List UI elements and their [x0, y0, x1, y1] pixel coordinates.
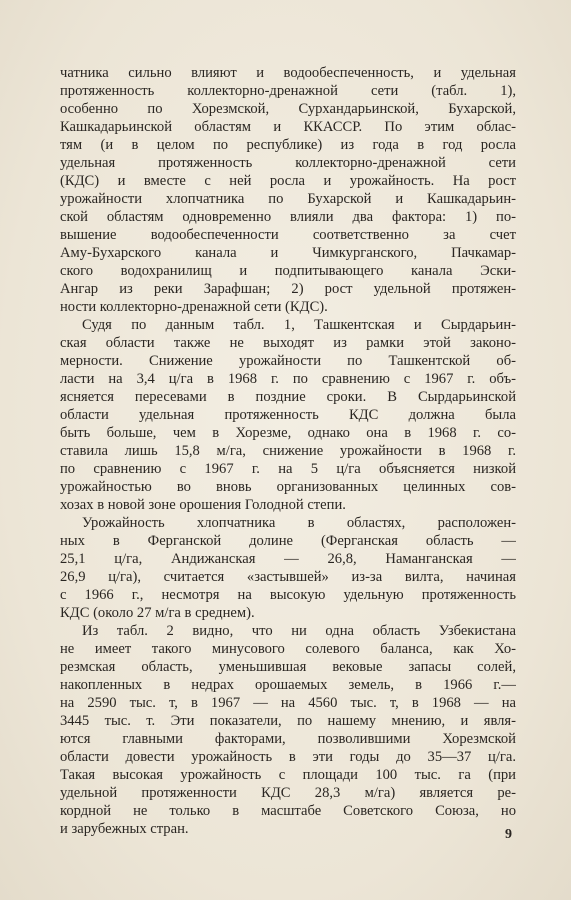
text-line: ставила лишь 15,8 м/га, снижение урожайности в 1968 г. — [60, 443, 516, 459]
text-line: ласти на 3,4 ц/га в 1968 г. по сравнению с 1967 г. объ- — [60, 371, 516, 387]
text-line: ных в Ферганской долине (Ферганская область — — [60, 533, 516, 549]
text-line: по сравнению с 1967 г. на 5 ц/га объясняется низкой — [60, 461, 516, 477]
text-line: кордной не только в масштабе Советского Союза, но — [60, 803, 516, 819]
text-line: быть больше, чем в Хорезме, однако она в 1968 г. со- — [60, 425, 516, 441]
page-number: 9 — [505, 827, 512, 842]
text-line: Кашкадарьинской областям и ККАССР. По этим облас- — [60, 119, 516, 135]
text-line: (КДС) и вместе с ней росла и урожайность. На рост — [60, 173, 516, 189]
text-line: удельной протяженности КДС 28,3 м/га) является ре- — [60, 785, 516, 801]
text-line: Такая высокая урожайность с площади 100 тыс. га (при — [60, 767, 516, 783]
text-line: не имеет такого минусового солевого баланса, как Хо- — [60, 641, 516, 657]
text-line: 3445 тыс. т. Эти показатели, по нашему мнению, и явля- — [60, 713, 516, 729]
text-line: с 1966 г., несмотря на высокую удельную протяженность — [60, 587, 516, 603]
text-line: области удельная протяженность КДС должна была — [60, 407, 516, 423]
text-line: области довести урожайность в эти годы до 35—37 ц/га. — [60, 749, 516, 765]
text-line: Аму-Бухарского канала и Чимкурганского, Пачкамар- — [60, 245, 516, 261]
text-line: накопленных в недрах орошаемых земель, в 1966 г.— — [60, 677, 516, 693]
text-line: урожайности хлопчатника по Бухарской и Кашкадарьин- — [60, 191, 516, 207]
text-line: ются главными факторами, позволившими Хорезмской — [60, 731, 516, 747]
text-line: 25,1 ц/га, Андижанская — 26,8, Наманганская — — [60, 551, 516, 567]
text-line: Из табл. 2 видно, что ни одна область Узбекистана — [82, 623, 516, 639]
text-line: КДС (около 27 м/га в среднем). — [60, 605, 255, 621]
text-line: урожайностью во вновь организованных целинных сов- — [60, 479, 516, 495]
text-line: особенно по Хорезмской, Сурхандарьинской, Бухарской, — [60, 101, 516, 117]
text-line: ской областям одновременно влияли два фактора: 1) по- — [60, 209, 516, 225]
text-line: ности коллекторно-дренажной сети (КДС). — [60, 299, 328, 315]
text-line: мерности. Снижение урожайности по Ташкентской об- — [60, 353, 516, 369]
text-line: резмская область, уменьшившая вековые запасы солей, — [60, 659, 516, 675]
text-line: и зарубежных стран. — [60, 821, 189, 837]
text-line: тям (и в целом по республике) из года в год росла — [60, 137, 516, 153]
text-line: удельная протяженность коллекторно-дренажной сети — [60, 155, 516, 171]
text-line: ская области также не выходят из рамки этой законо- — [60, 335, 516, 351]
body-text — [60, 64, 516, 838]
text-line: ясняется пересевами в поздние сроки. В Сырдарьинской — [60, 389, 516, 405]
text-line: Ангар из реки Зарафшан; 2) рост удельной протяжен- — [60, 281, 516, 297]
text-line: чатника сильно влияют и водообеспеченность, и удельная — [60, 65, 516, 81]
text-line: протяженность коллекторно-дренажной сети (табл. 1), — [60, 83, 516, 99]
text-line: вышение водообеспеченности соответственно за счет — [60, 227, 516, 243]
text-line: на 2590 тыс. т, в 1967 — на 4560 тыс. т, в 1968 — на — [60, 695, 516, 711]
text-line: хозах в новой зоне орошения Голодной степи. — [60, 497, 346, 513]
text-line: Урожайность хлопчатника в областях, расположен- — [82, 515, 516, 531]
text-line: ского водохранилищ и подпитывающего канала Эски- — [60, 263, 516, 279]
text-line: Судя по данным табл. 1, Ташкентская и Сырдарьин- — [82, 317, 516, 333]
text-line: 26,9 ц/га), считается «застывшей» из-за вилта, начиная — [60, 569, 516, 585]
